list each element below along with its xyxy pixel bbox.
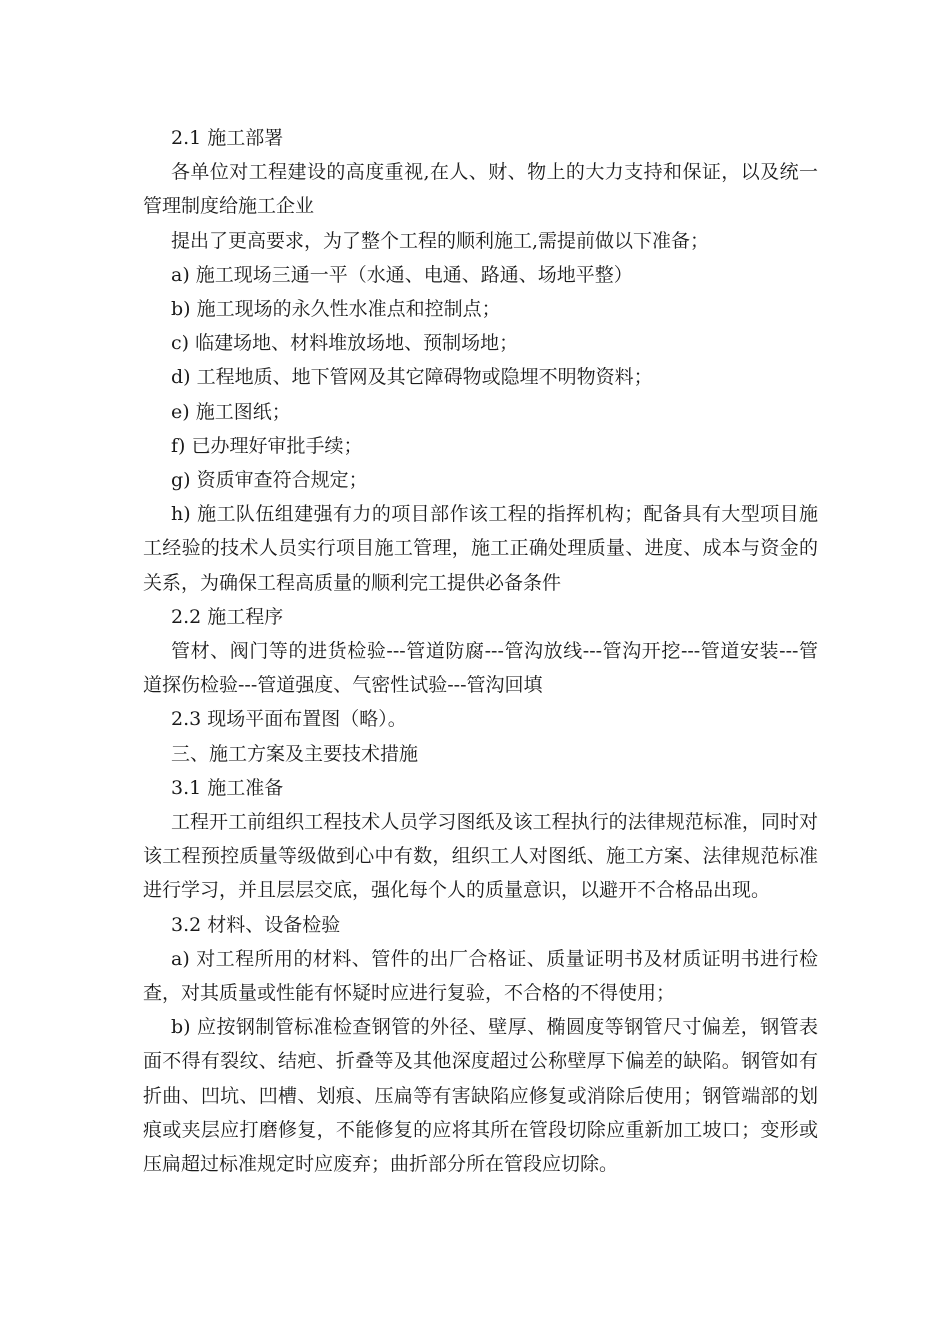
section-heading-2-2: 2.2 施工程序: [171, 605, 284, 628]
paragraph-preparation: 工程开工前组织工程技术人员学习图纸及该工程执行的法律规范标准，同时对该工程预控质量等级做到心中有数，组织工人对图纸、施工方案、法律规范标准进行学习，并且层层交底，强化每个人的质量意识，以避开不合格品出现。: [143, 811, 818, 902]
list-item-g: g) 资质审查符合规定；: [171, 469, 368, 492]
list-item-a: a) 施工现场三通一平（水通、电通、路通、场地平整）: [171, 263, 633, 286]
inspection-item-a: a) 对工程所用的材料、管件的出厂合格证、质量证明书及材质证明书进行检查，对其质量或性能有怀疑时应进行复验，不合格的不得使用；: [143, 947, 818, 1005]
list-item-f: f) 已办理好审批手续；: [171, 434, 363, 457]
paragraph-requirements: 提出了更高要求，为了整个工程的顺利施工,需提前做以下准备；: [171, 229, 710, 252]
list-item-c: c) 临建场地、材料堆放场地、预制场地；: [171, 332, 519, 355]
section-heading-3-2: 3.2 材料、设备检验: [171, 913, 341, 936]
list-item-b: b) 施工现场的永久性水准点和控制点；: [171, 298, 501, 321]
list-item-e: e) 施工图纸；: [171, 400, 291, 423]
inspection-item-b: b) 应按钢制管标准检查钢管的外径、壁厚、椭圆度等钢管尺寸偏差，钢管表面不得有裂纹、结疤、折叠等及其他深度超过公称壁厚下偏差的缺陷。钢管如有折曲、凹坑、凹槽、划痕、压扁等有害缺陷应修复或消除后使用；钢管端部的划痕或夹层应打磨修复，不能修复的应将其所在管段切除应重新加工坡口；变形或压扁超过标准规定时应废弃；曲折部分所在管段应切除。: [143, 1016, 818, 1176]
section-heading-3-1: 3.1 施工准备: [171, 776, 284, 799]
section-heading-2-3: 2.3 现场平面布置图（略）。: [171, 708, 407, 731]
paragraph-procedure: 管材、阀门等的进货检验---管道防腐---管沟放线---管沟开挖---管道安装---管道探伤检验---管道强度、气密性试验---管沟回填: [143, 640, 818, 697]
list-item-d: d) 工程地质、地下管网及其它障碍物或隐埋不明物资料；: [171, 366, 653, 389]
section-heading-2-1: 2.1 施工部署: [171, 127, 284, 149]
document-body: [143, 121, 818, 1181]
chapter-heading-3: 三、施工方案及主要技术措施: [171, 742, 419, 765]
paragraph-intro: 各单位对工程建设的高度重视,在人、财、物上的大力支持和保证，以及统一管理制度给施工企业: [143, 161, 818, 218]
list-item-h: h) 施工队伍组建强有力的项目部作该工程的指挥机构；配备具有大型项目施工经验的技术人员实行项目施工管理，施工正确处理质量、进度、成本与资金的关系，为确保工程高质量的顺利完工提供必备条件: [143, 503, 818, 594]
